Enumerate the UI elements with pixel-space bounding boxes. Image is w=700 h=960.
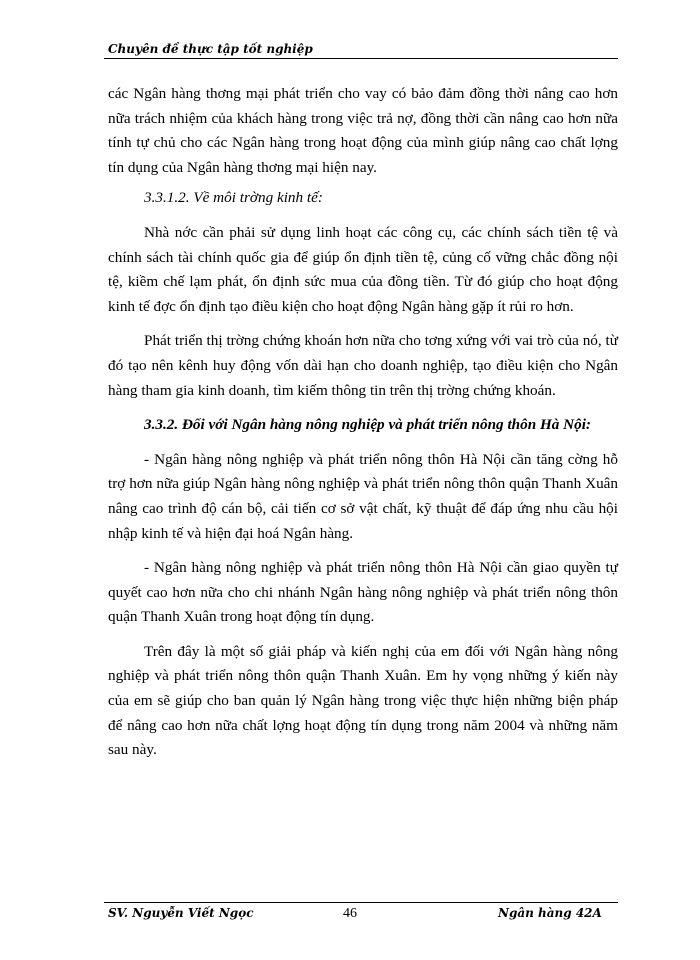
paragraph-intro: các Ngân hàng thơng mại phát triển cho vay có bảo đảm đồng thời nâng cao hơn nữa trách nhiệm của khách hàng trong việc trả nợ, đồng thời cần nâng cao hơn nữa tính tự chủ cho các Ngân hàng trong hoạt động của mình giúp nâng cao chất lợng tín dụng của Ngân hàng thơng mại hiện nay.	[108, 85, 618, 176]
header-divider	[104, 58, 618, 59]
paragraph-economy: Nhà nớc cần phải sử dụng linh hoạt các công cụ, các chính sách tiền tệ và chính sách tài chính quốc gia để giúp ổn định tiền tệ, củng cố vững chắc đồng nội tệ, kiềm chế lạm phát, ổn định sức mua của đồng tiền. Từ đó giúp cho hoạt động kinh tế đợc ổn định tạo điều kiện cho hoạt động Ngân hàng gặp ít rủi ro hơn.	[108, 223, 618, 315]
paragraph-autonomy: - Ngân hàng nông nghiệp và phát triển nông thôn Hà Nội cần giao quyền tự quyết cao hơn nữa cho chi nhánh Ngân hàng nông nghiệp và phát triển nông thôn quận Thanh Xuân trong hoạt động tín dụng.	[108, 559, 618, 626]
footer-author: SV. Nguyễn Viết Ngọc	[108, 906, 254, 920]
page-number: 46	[343, 906, 357, 921]
paragraph-securities: Phát triển thị trờng chứng khoán hơn nữa cho tơng xứng với vai trò của nó, từ đó tạo nên kênh huy động vốn dài hạn cho doanh nghiệp, tạo điều kiện cho Ngân hàng tham gia kinh doanh, tìm kiếm thông tin trên thị trờng chứng khoán.	[108, 332, 618, 399]
paragraph-support: - Ngân hàng nông nghiệp và phát triển nông thôn Hà Nội cần tăng cờng hỗ trợ hơn nữa giúp Ngân hàng nông nghiệp và phát triển nông thôn quận Thanh Xuân nâng cao trình độ cán bộ, cải tiến cơ sở vật chất, kỹ thuật để đáp ứng nhu cầu hội nhập kinh tế và hiện đại hoá Ngân hàng.	[108, 450, 618, 542]
footer-divider	[104, 902, 618, 903]
section-heading-332: 3.3.2. Đối với Ngân hàng nông nghiệp và phát triển nông thôn Hà Nội:	[144, 416, 591, 434]
footer-class: Ngân hàng 42A	[498, 906, 602, 920]
paragraph-conclusion: Trên đây là một số giải pháp và kiến nghị của em đối với Ngân hàng nông nghiệp và phát triển nông thôn quận Thanh Xuân. Em hy vọng những ý kiến này của em sẽ giúp cho ban quản lý Ngân hàng trong việc thực hiện những biện pháp để nâng cao hơn nữa chất lợng hoạt động tín dụng trong năm 2004 và những năm sau này.	[108, 642, 618, 759]
page-content	[108, 82, 618, 763]
header-title: Chuyên đề thực tập tốt nghiệp	[108, 42, 313, 56]
section-heading-3312: 3.3.1.2. Về môi trờng kinh tế:	[144, 189, 323, 207]
